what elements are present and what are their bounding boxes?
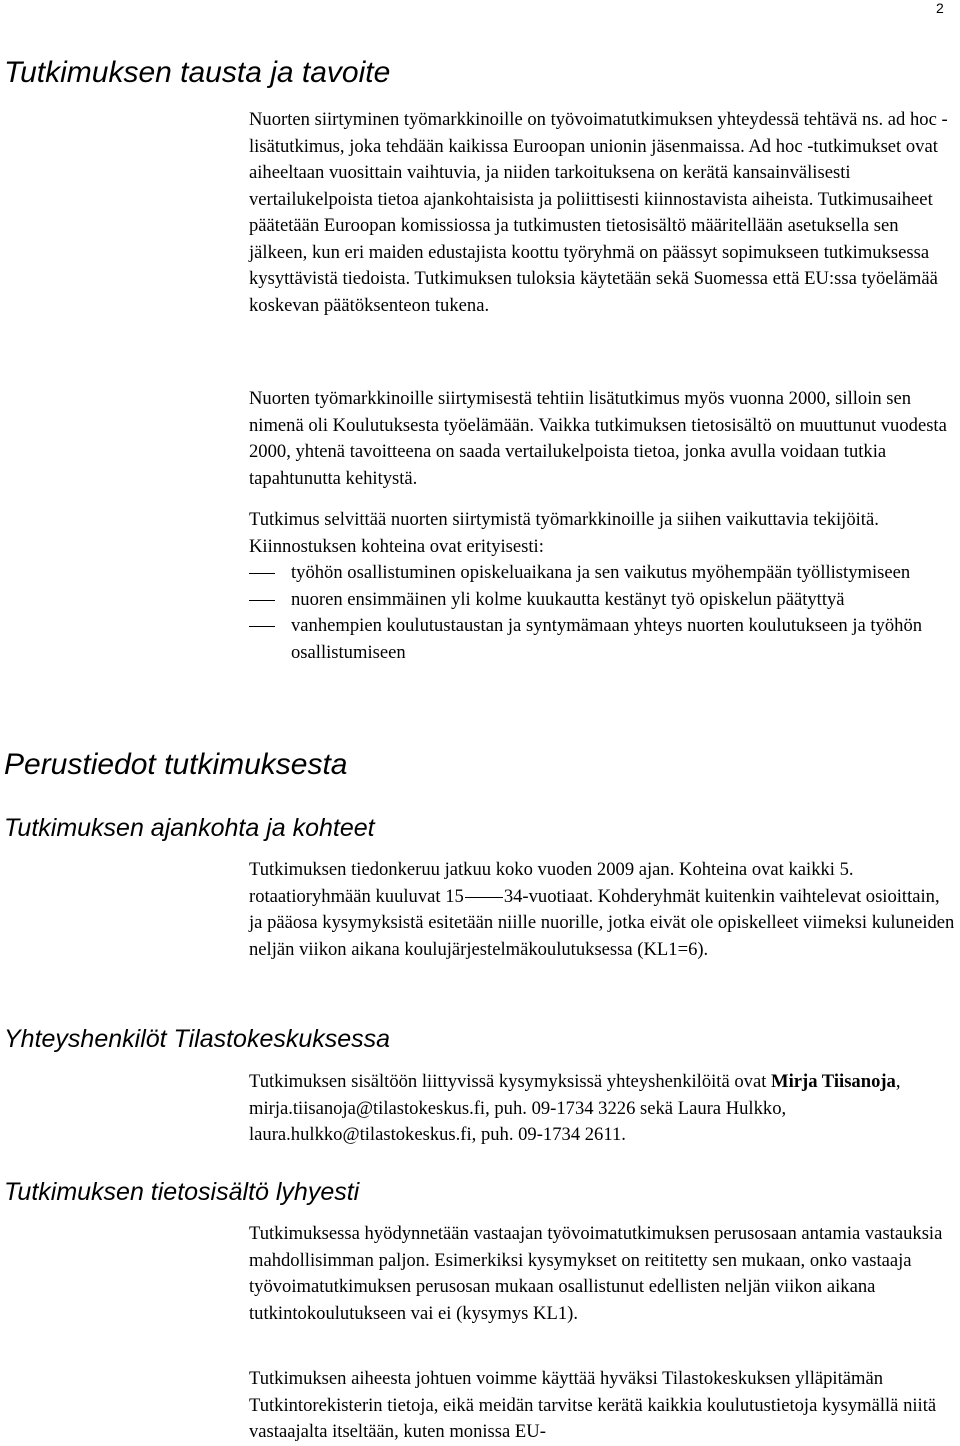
yhteys-intro: Tutkimuksen sisältöön liittyvissä kysymyksissä yhteyshenkilöitä ovat (249, 1071, 767, 1092)
list-item-text: työhön osallistuminen opiskeluaikana ja sen vaikutus myöhempään työllistymiseen (291, 562, 911, 583)
list-item-text: vanhempien koulutustaustan ja syntymämaan yhteys nuorten koulutukseen ja työhön osallistumiseen (291, 615, 923, 663)
heading-perustiedot: Perustiedot tutkimuksesta (4, 748, 348, 781)
list-item-text: nuoren ensimmäinen yli kolme kuukautta kestänyt työ opiskelun päätyttyä (291, 588, 845, 610)
page-number: 2 (936, 0, 944, 16)
dash-bullet (249, 626, 275, 627)
interest-list (249, 560, 955, 666)
ajankohta-text-before: Tutkimuksen tiedonkeruu jatkuu koko vuoden 2009 ajan. Kohteina ovat kaikki 5. rotaatioryhmään kuuluvat 15 (249, 859, 854, 907)
heading-tausta: Tutkimuksen tausta ja tavoite (4, 56, 391, 89)
dash-bullet (249, 600, 275, 601)
list-item (249, 613, 955, 666)
tausta-paragraph-2: Nuorten työmarkkinoille siirtymisestä tehtiin lisätutkimus myös vuonna 2000, silloin sen nimenä oli Koulutuksesta työelämään. Vaikka tutkimuksen tietosisältö on muuttunut vuodesta 2000, yhtenä tavoitteena on saada vertailukelpoista tietoa, jonka avulla voidaan tutkia tapahtunutta kehitystä. (249, 388, 947, 489)
dash-bullet (249, 573, 275, 574)
list-item (249, 560, 955, 587)
tausta-paragraph-1: Nuorten siirtyminen työmarkkinoille on työvoimatutkimuksen yhteydessä tehtävä ns. ad hoc -lisätutkimus, joka tehdään kaikissa Euroopan unionin jäsenmaissa. Ad hoc -tutkimukset ovat aiheeltaan vuosittain vaihtuvia, ja niiden tarkoituksena on kerätä kansainvälisesti vertailukelpoista tietoa ajankohtaisista ja poliittisesti kiinnostavista aiheista. Tutkimusaiheet päätetään Euroopan komissiossa ja tutkimusten tietosisältö määritellään asetuksella sen jälkeen, kun eri maiden edustajista koottu työryhmä on päässyt sopimukseen tutkimuksessa kysyttävistä tiedoista. Tutkimuksen tuloksia käytetään sekä Suomessa että EU:ssa työelämää koskevan päätöksenteon tukena. (249, 109, 948, 316)
contact-name-bold: Mirja Tiisanoja (771, 1071, 896, 1092)
ajankohta-text-after: 34-vuotiaat. Kohderyhmät kuitenkin vaihtelevat osioittain, ja pääosa kysymyksistä esitetään niille nuorille, jotka eivät ole opiskelleet viimeksi kuluneiden neljän viikon aikana koulujärjestelmäkoulutuksessa (KL1=6). (249, 885, 955, 960)
heading-tietosisalto: Tutkimuksen tietosisältö lyhyesti (4, 1178, 360, 1206)
yhteys-rest: , mirja.tiisanoja@tilastokeskus.fi, puh. 09-1734 3226 sekä Laura Hulkko, laura.hulkko@tilastokeskus.fi, puh. 09-1734 2611. (249, 1071, 901, 1145)
yhteys-paragraph (249, 1069, 955, 1149)
tausta-paragraph-3: Tutkimus selvittää nuorten siirtymistä työmarkkinoille ja siihen vaikuttavia tekijöitä. Kiinnostuksen kohteina ovat erityisesti: (249, 509, 879, 557)
ajankohta-paragraph (249, 857, 955, 963)
range-dash (465, 897, 503, 898)
list-item (249, 587, 955, 614)
heading-yhteyshenkilot: Yhteyshenkilöt Tilastokeskuksessa (4, 1025, 391, 1053)
heading-ajankohta: Tutkimuksen ajankohta ja kohteet (4, 814, 375, 842)
tietosisalto-paragraph-1: Tutkimuksessa hyödynnetään vastaajan työvoimatutkimuksen perusosaan antamia vastauksia mahdollisimman paljon. Esimerkiksi kysymykset on reititetty sen mukaan, onko vastaaja työvoimatutkimuksen perusosan mukaan osallistunut edellisten neljän viikon aikana tutkintokoulutukseen vai ei (kysymys KL1). (249, 1223, 943, 1324)
tietosisalto-paragraph-2: Tutkimuksen aiheesta johtuen voimme käyttää hyväksi Tilastokeskuksen ylläpitämän Tutkintorekisterin tietoja, eikä meidän tarvitse kerätä kaikkia koulutustietoja kysymällä niitä vastaajalta itseltään, kuten monissa EU- (249, 1368, 937, 1442)
